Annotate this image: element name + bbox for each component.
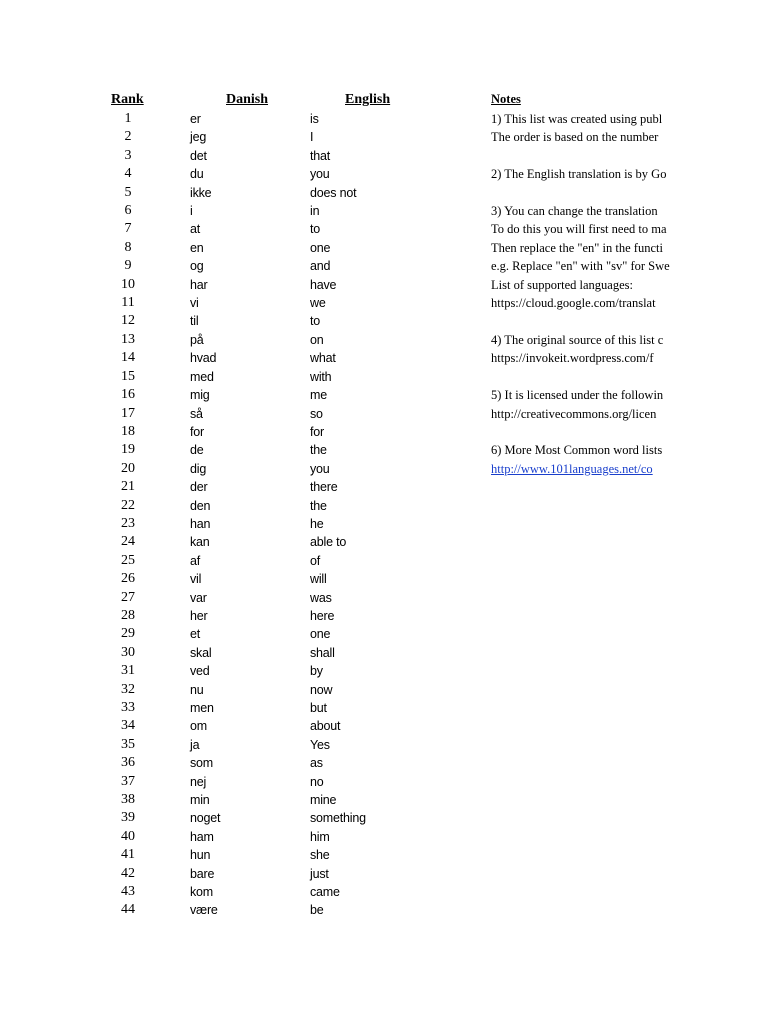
danish-word-cell: skal [190, 645, 212, 660]
rank-cell: 38 [121, 792, 135, 808]
note-line [491, 165, 671, 183]
table-row [0, 607, 480, 625]
english-word-cell: be [310, 903, 324, 918]
table-row [0, 589, 480, 607]
english-word-cell: no [310, 774, 324, 789]
english-word-cell: there [310, 480, 338, 495]
rank-cell: 28 [121, 607, 135, 623]
table-row [0, 165, 480, 183]
rank-cell: 29 [121, 626, 135, 642]
english-word-cell: by [310, 664, 323, 679]
rank-cell: 23 [121, 515, 135, 531]
note-line [491, 460, 671, 478]
rank-cell: 33 [121, 700, 135, 715]
note-line [491, 349, 671, 367]
danish-word-cell: ham [190, 829, 214, 844]
rank-cell: 22 [121, 497, 135, 513]
table-row [0, 865, 480, 883]
table-row [0, 257, 480, 275]
table-row [0, 809, 480, 827]
danish-column-header: Danish [226, 92, 269, 107]
table-row [0, 423, 480, 441]
table-row [0, 478, 480, 496]
table-row [0, 736, 480, 754]
danish-word-cell: her [190, 608, 208, 623]
danish-word-cell: noget [190, 811, 221, 826]
rank-cell: 36 [121, 755, 135, 771]
table-row [0, 754, 480, 772]
note-text: Then replace the "en" in the functi [491, 240, 663, 255]
table-row [0, 202, 480, 220]
note-line [491, 147, 671, 165]
english-word-cell: able to [310, 535, 347, 550]
rank-cell: 15 [121, 368, 135, 384]
danish-word-cell: nu [190, 682, 204, 697]
more-word-lists-link[interactable]: http://www.101languages.net/co [491, 461, 653, 476]
table-row [0, 901, 480, 919]
note-line [491, 128, 671, 146]
note-line [491, 294, 671, 312]
danish-word-cell: om [190, 719, 207, 734]
table-row [0, 699, 480, 717]
danish-word-cell: de [190, 443, 204, 458]
rank-cell: 8 [124, 239, 132, 255]
table-row [0, 883, 480, 901]
danish-word-cell: vil [190, 572, 202, 587]
english-word-cell: as [310, 756, 323, 771]
table-row [0, 570, 480, 588]
table-row [0, 552, 480, 570]
danish-word-cell: er [190, 112, 201, 126]
danish-word-cell: nej [190, 774, 207, 789]
table-row [0, 184, 480, 202]
note-line [491, 386, 671, 404]
danish-word-cell: du [190, 167, 204, 182]
note-line [491, 110, 671, 128]
english-word-cell: in [310, 204, 320, 219]
table-row [0, 681, 480, 699]
english-word-cell: on [310, 332, 324, 347]
danish-word-cell: så [190, 406, 203, 421]
danish-word-cell: dig [190, 461, 207, 476]
rank-cell: 32 [121, 681, 135, 697]
note-text: 2) The English translation is by Go [491, 167, 667, 182]
rank-cell: 20 [121, 460, 135, 476]
table-row [0, 110, 480, 128]
note-line [491, 441, 671, 459]
note-line [491, 423, 671, 441]
rank-cell: 21 [121, 479, 135, 495]
english-word-cell: I [310, 130, 314, 145]
table-row [0, 515, 480, 533]
table-row [0, 312, 480, 330]
note-text: https://invokeit.wordpress.com/f [491, 351, 654, 366]
danish-word-cell: for [190, 424, 204, 439]
english-word-cell: was [310, 590, 332, 605]
table-row [0, 625, 480, 643]
english-word-cell: that [310, 148, 331, 163]
note-text: 1) This list was created using publ [491, 112, 663, 126]
note-line [491, 239, 671, 257]
english-column-header: English [345, 92, 391, 107]
english-word-cell: is [310, 112, 319, 126]
english-word-cell: but [310, 701, 327, 715]
danish-word-cell: kan [190, 535, 210, 550]
table-row [0, 128, 480, 146]
rank-cell: 27 [121, 589, 135, 605]
rank-cell: 24 [121, 534, 135, 550]
english-word-cell: so [310, 406, 323, 421]
word-frequency-table [0, 110, 480, 920]
note-text: To do this you will first need to ma [491, 222, 667, 237]
english-word-cell: you [310, 167, 330, 182]
table-row [0, 147, 480, 165]
danish-word-cell: det [190, 148, 207, 163]
table-row [0, 791, 480, 809]
danish-word-cell: og [190, 259, 204, 274]
table-row [0, 331, 480, 349]
english-word-cell: to [310, 222, 321, 237]
rank-cell: 5 [124, 184, 132, 200]
danish-word-cell: den [190, 498, 211, 513]
rank-cell: 4 [124, 166, 132, 182]
danish-word-cell: der [190, 480, 208, 495]
note-line [491, 184, 671, 202]
english-word-cell: of [310, 553, 321, 568]
danish-word-cell: men [190, 701, 214, 715]
rank-cell: 10 [121, 276, 135, 292]
english-word-cell: now [310, 682, 333, 697]
english-word-cell: the [310, 498, 327, 513]
danish-word-cell: har [190, 277, 208, 292]
note-text: 5) It is licensed under the followin [491, 388, 664, 403]
danish-word-cell: min [190, 793, 210, 808]
english-word-cell: here [310, 608, 335, 623]
rank-cell: 31 [121, 663, 135, 679]
english-word-cell: one [310, 240, 331, 255]
note-line [491, 331, 671, 349]
danish-word-cell: ja [190, 737, 200, 752]
table-row [0, 773, 480, 791]
english-word-cell: mine [310, 793, 337, 808]
english-word-cell: to [310, 314, 321, 329]
english-word-cell: have [310, 277, 337, 292]
rank-cell: 11 [121, 295, 135, 311]
danish-word-cell: ikke [190, 185, 212, 200]
english-word-cell: came [310, 885, 340, 900]
english-word-cell: shall [310, 645, 335, 660]
english-word-cell: me [310, 388, 327, 403]
danish-word-cell: som [190, 756, 214, 771]
english-word-cell: with [310, 369, 332, 384]
english-word-cell: for [310, 424, 324, 439]
rank-cell: 26 [121, 571, 135, 587]
rank-cell: 2 [124, 129, 132, 145]
note-line [491, 368, 671, 386]
table-row [0, 497, 480, 515]
note-line [491, 220, 671, 238]
rank-cell: 41 [121, 847, 135, 863]
table-row [0, 441, 480, 459]
rank-cell: 16 [121, 387, 135, 403]
english-word-cell: you [310, 461, 330, 476]
danish-word-cell: med [190, 369, 214, 384]
english-word-cell: him [310, 829, 330, 844]
notes-header: Notes [491, 92, 521, 106]
rank-cell: 6 [124, 203, 132, 219]
table-row [0, 717, 480, 735]
rank-cell: 42 [121, 865, 135, 881]
danish-word-cell: en [190, 240, 204, 255]
table-row [0, 239, 480, 257]
note-line [491, 202, 671, 220]
table-row [0, 460, 480, 478]
note-line [491, 257, 671, 275]
note-text: https://cloud.google.com/translat [491, 296, 656, 311]
rank-cell: 40 [121, 828, 135, 844]
note-text: e.g. Replace "en" with "sv" for Swe [491, 259, 670, 274]
danish-word-cell: på [190, 332, 204, 347]
rank-cell: 7 [124, 221, 132, 237]
danish-word-cell: at [190, 222, 201, 237]
english-word-cell: what [310, 351, 336, 366]
note-text: 3) You can change the translation [491, 204, 658, 219]
danish-word-cell: i [190, 204, 193, 219]
table-row [0, 828, 480, 846]
note-text: http://creativecommons.org/licen [491, 406, 657, 421]
rank-cell: 43 [121, 884, 135, 900]
danish-word-cell: bare [190, 866, 215, 881]
table-row [0, 644, 480, 662]
note-line [491, 405, 671, 423]
table-row [0, 220, 480, 238]
danish-word-cell: til [190, 314, 199, 329]
rank-cell: 39 [121, 810, 135, 826]
rank-cell: 35 [121, 736, 135, 752]
rank-cell: 14 [121, 350, 135, 366]
danish-word-cell: vi [190, 296, 199, 311]
table-row [0, 349, 480, 367]
rank-cell: 34 [121, 718, 135, 734]
rank-cell: 9 [124, 258, 132, 274]
note-text: 6) More Most Common word lists [491, 443, 663, 458]
rank-cell: 30 [121, 644, 135, 660]
rank-cell: 37 [121, 773, 135, 789]
table-row [0, 405, 480, 423]
table-row [0, 662, 480, 680]
rank-column-header: Rank [111, 92, 144, 107]
note-line [491, 276, 671, 294]
danish-word-cell: var [190, 590, 207, 605]
danish-word-cell: hvad [190, 351, 217, 366]
english-word-cell: does not [310, 185, 357, 200]
english-word-cell: one [310, 627, 331, 642]
english-word-cell: the [310, 443, 327, 458]
danish-word-cell: hun [190, 848, 211, 863]
table-row [0, 294, 480, 312]
danish-word-cell: være [190, 903, 218, 918]
danish-word-cell: ved [190, 664, 210, 679]
danish-word-cell: kom [190, 885, 214, 900]
note-text: 4) The original source of this list c [491, 332, 664, 347]
danish-word-cell: af [190, 553, 201, 568]
table-row [0, 533, 480, 551]
danish-word-cell: jeg [190, 130, 207, 145]
table-row [0, 386, 480, 404]
rank-cell: 3 [124, 147, 132, 163]
table-row [0, 276, 480, 294]
english-word-cell: she [310, 848, 330, 863]
english-word-cell: just [310, 866, 329, 881]
rank-cell: 25 [121, 552, 135, 568]
english-word-cell: he [310, 516, 324, 531]
rank-cell: 19 [121, 442, 135, 458]
english-word-cell: will [310, 572, 327, 587]
table-row [0, 368, 480, 386]
notes-section [491, 110, 671, 478]
rank-cell: 18 [121, 423, 135, 439]
english-word-cell: Yes [310, 737, 330, 752]
rank-cell: 44 [121, 902, 135, 918]
rank-cell: 13 [121, 331, 135, 347]
note-text: The order is based on the number [491, 130, 659, 145]
danish-word-cell: mig [190, 388, 210, 403]
danish-word-cell: et [190, 627, 201, 642]
english-word-cell: something [310, 811, 366, 826]
note-line [491, 312, 671, 330]
rank-cell: 12 [121, 313, 135, 329]
table-row [0, 846, 480, 864]
rank-cell: 17 [121, 405, 135, 421]
english-word-cell: and [310, 259, 331, 274]
danish-word-cell: han [190, 516, 211, 531]
rank-cell: 1 [124, 111, 132, 126]
english-word-cell: we [310, 296, 326, 311]
note-text: List of supported languages: [491, 277, 633, 292]
english-word-cell: about [310, 719, 341, 734]
